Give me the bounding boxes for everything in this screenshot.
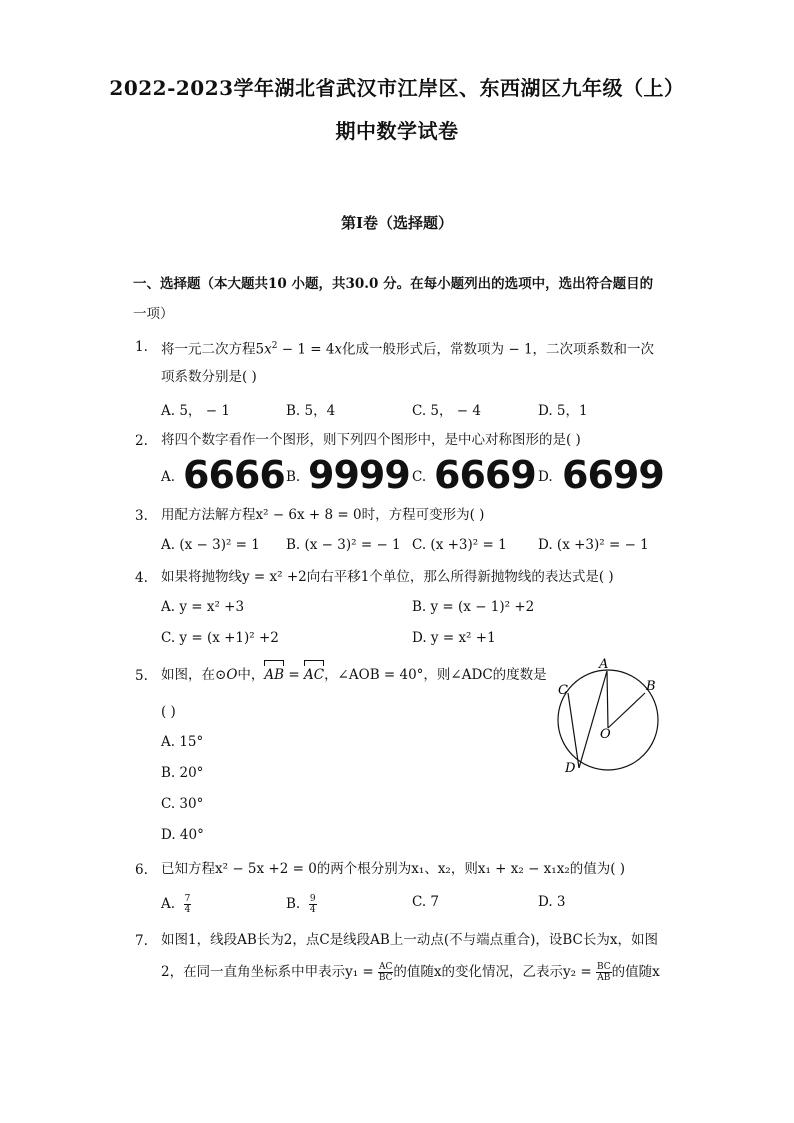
segment-bo	[608, 693, 645, 728]
label-c: C	[558, 683, 568, 698]
q2-figure-d[interactable]: 6699	[562, 453, 664, 497]
q2-figure-a[interactable]: 6666	[183, 453, 285, 497]
q2-option-b-label[interactable]: B.	[286, 469, 301, 485]
arc-ac: AC	[303, 667, 325, 683]
q6-option-b[interactable]: B. $\frac{9}{4}$	[286, 894, 316, 915]
q4-number: 4.	[135, 570, 148, 586]
q2-option-c-label[interactable]: C.	[412, 469, 427, 485]
label-b: B	[646, 679, 656, 694]
circle-figure	[548, 652, 668, 782]
arc-ab: AB	[264, 667, 285, 683]
q7-number: 7.	[135, 933, 148, 949]
q4-option-c[interactable]: C. y = (x +1)² +2	[161, 630, 279, 646]
q5-option-b[interactable]: B. 20°	[161, 765, 204, 781]
q2-figure-b[interactable]: 9999	[308, 453, 410, 497]
part-heading-line1: 一、选择题（本大题共10 小题，共30.0 分。在每小题列出的选项中，选出符合题目的	[133, 276, 654, 292]
q6-number: 6.	[135, 862, 148, 878]
segment-ao	[607, 671, 608, 728]
q5-option-a[interactable]: A. 15°	[161, 734, 204, 750]
q6-text: 已知方程x² − 5x +2 = 0的两个根分别为x₁、x₂，则x₁ + x₂ − x₁x₂的值为( )	[161, 861, 626, 877]
q5-option-d[interactable]: D. 40°	[161, 827, 204, 843]
q5-text: 如图，在⊙O中，AB = AC，∠AOB = 40°，则∠ADC的度数是	[161, 667, 547, 683]
q3-number: 3.	[135, 508, 148, 524]
segment-ad	[579, 671, 607, 768]
exam-title-line2: 期中数学试卷	[335, 119, 459, 143]
q1-number: 1.	[135, 339, 148, 355]
q2-number: 2.	[135, 433, 148, 449]
q4-option-d[interactable]: D. y = x² +1	[412, 630, 496, 646]
exam-title-line1: 2022-2023学年湖北省武汉市江岸区、东西湖区九年级（上）	[109, 76, 685, 100]
q1-option-d[interactable]: D. 5，1	[538, 403, 588, 419]
q3-option-d[interactable]: D. (x +3)² = − 1	[538, 537, 649, 553]
q2-option-d-label[interactable]: D.	[538, 469, 553, 485]
q3-option-a[interactable]: A. (x − 3)² = 1	[161, 537, 260, 553]
q1-text-line1: 将一元二次方程$5x^2 - 1 = 4x$化成一般形式后，常数项为 − 1，二次项系数和一次	[161, 341, 655, 358]
label-d: D	[565, 761, 576, 776]
q5-option-c[interactable]: C. 30°	[161, 796, 204, 812]
q6-option-a[interactable]: A. $\frac{7}{4}$	[161, 894, 191, 915]
section-heading: 第I卷（选择题）	[340, 214, 454, 232]
q3-option-b[interactable]: B. (x − 3)² = − 1	[286, 537, 401, 553]
q4-option-a[interactable]: A. y = x² +3	[161, 599, 245, 615]
q5-paren: ( )	[161, 704, 176, 720]
q2-figure-c[interactable]: 6669	[434, 453, 536, 497]
q4-option-b[interactable]: B. y = (x − 1)² +2	[412, 599, 535, 615]
q4-text: 如果将抛物线y = x² +2向右平移1个单位，那么所得新抛物线的表达式是( )	[161, 569, 614, 585]
q2-option-a-label[interactable]: A.	[161, 469, 176, 485]
q5-number: 5.	[135, 668, 148, 684]
q3-text: 用配方法解方程x² − 6x + 8 = 0时，方程可变形为( )	[161, 507, 485, 523]
q2-text: 将四个数字看作一个图形，则下列四个图形中，是中心对称图形的是( )	[161, 432, 581, 448]
q1-text-line2: 项系数分别是( )	[161, 369, 257, 385]
q7-text-line2: 2，在同一直角坐标系中甲表示y₁ = $\frac{AC}{BC}$ 的值随x的变化情况，乙表示y₂ = $\frac{BC}{AB}$ 的值随x	[161, 962, 660, 983]
q1-option-b[interactable]: B. 5，4	[286, 403, 336, 419]
label-o: O	[600, 727, 611, 742]
q1-option-c[interactable]: C. 5， − 4	[412, 403, 482, 419]
q3-option-c[interactable]: C. (x +3)² = 1	[412, 537, 507, 553]
q1-option-a[interactable]: A. 5， − 1	[161, 403, 230, 419]
q7-text-line1: 如图1，线段AB长为2，点C是线段AB上一动点(不与端点重合)，设BC长为x，如图	[161, 932, 658, 948]
q6-option-c[interactable]: C. 7	[412, 894, 440, 910]
label-a: A	[599, 657, 609, 672]
part-heading-line2: 一项）	[133, 306, 174, 322]
q6-option-d[interactable]: D. 3	[538, 894, 566, 910]
